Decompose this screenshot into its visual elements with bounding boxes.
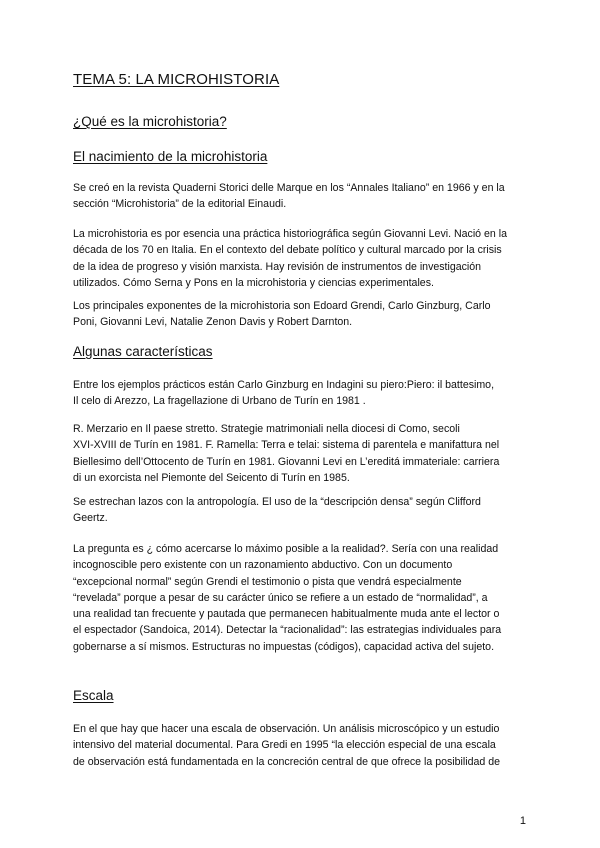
- paragraph-line: R. Merzario en Il paese stretto. Strategie matrimoniali nella diocesi di Como, secoli: [73, 423, 460, 435]
- paragraph-line: Poni, Giovanni Levi, Natalie Zenon Davis y Robert Darnton.: [73, 316, 353, 329]
- paragraph-line: “revelada” porque a pesar de su carácter único se refiere a un estado de “normalidad”, a: [73, 591, 488, 604]
- paragraph-line: En el que hay que hacer una escala de observación. Un análisis microscópico y un estudio: [73, 723, 500, 735]
- paragraph-line: XVI-XVIII de Turín en 1981. F. Ramella: Terra e telai: sistema di parentela e manifattura nel: [73, 439, 500, 452]
- paragraph-line: utilizados. Cómo Serna y Pons en la microhistoria y ciencias experimentales.: [73, 276, 434, 289]
- paragraph-line: de la idea de progreso y visión marxista. Hay revisión de instrumentos de investigación: [73, 260, 482, 273]
- paragraph-line: sección “Microhistoria” de la editorial Einaudi.: [73, 198, 287, 211]
- paragraph-line: di un exorcista nel Piemonte del Seicento di Turín en 1985.: [73, 471, 350, 484]
- paragraph-line: gobernarse a sí mismos. Estructuras no impuestas (códigos), capacidad activa del sujeto.: [73, 640, 495, 653]
- paragraph-3: [73, 298, 533, 331]
- paragraph-8: [73, 721, 533, 770]
- paragraph-line: el espectador (Sandoica, 2014). Detectar la “racionalidad”: las estrategias individuales para: [73, 624, 502, 637]
- paragraph-line: La pregunta es ¿ cómo acercarse lo máximo posible a la realidad?. Sería con una realidad: [73, 543, 499, 555]
- paragraph-line: Entre los ejemplos prácticos están Carlo Ginzburg en Indagini su piero:Piero: il battesimo,: [73, 379, 495, 391]
- heading-escala: Escala: [73, 688, 114, 703]
- paragraph-line: década de los 70 en Italia. En el contexto del debate político y cultural marcado por la crisis: [73, 244, 502, 257]
- paragraph-line: Geertz.: [73, 512, 108, 525]
- heading-que-es: ¿Qué es la microhistoria?: [73, 114, 227, 129]
- paragraph-line: una realidad tan frecuente y pautada que permanecen habitualmente muda ante el lector o: [73, 608, 500, 621]
- heading-nacimiento: El nacimiento de la microhistoria: [73, 149, 268, 164]
- paragraph-line: Se estrechan lazos con la antropología. El uso de la “descripción densa” según Clifford: [73, 496, 481, 508]
- paragraph-6: [73, 494, 533, 527]
- paragraph-7: [73, 541, 533, 655]
- heading-caracteristicas: Algunas características: [73, 344, 213, 359]
- page-number: 1: [519, 815, 526, 827]
- paragraph-line: Se creó en la revista Quaderni Storici delle Marque en los “Annales Italiano” en 1966 y en la: [73, 182, 505, 194]
- paragraph-line: intensivo del material documental. Para Gredi en 1995 “la elección especial de una escala: [73, 739, 496, 752]
- paragraph-line: Los principales exponentes de la microhistoria son Edoard Grendi, Carlo Ginzburg, Carlo: [73, 300, 491, 312]
- paragraph-line: Il celo di Arezzo, La fragellazione di Urbano de Turín en 1981 .: [73, 395, 366, 408]
- paragraph-1: [73, 180, 533, 213]
- paragraph-line: “excepcional normal” según Grendi el testimonio o pista que vendrá especialmente: [73, 575, 462, 588]
- paragraph-line: incognoscible pero existente con un razonamiento abductivo. Con un documento: [73, 559, 453, 572]
- paragraph-line: Biellesimo dell’Ottocento de Turín en 1981. Giovanni Levi en L’ereditá immateriale: carriera: [73, 455, 500, 468]
- paragraph-5: [73, 421, 533, 486]
- paragraph-line: La microhistoria es por esencia una práctica historiográfica según Giovanni Levi. Nació en la: [73, 228, 507, 240]
- paragraph-2: [73, 226, 533, 291]
- paragraph-4: [73, 377, 533, 410]
- document-title: TEMA 5: LA MICROHISTORIA: [73, 71, 280, 88]
- paragraph-line: de observación está fundamentada en la concreción central de que ofrece la posibilidad de: [73, 755, 500, 768]
